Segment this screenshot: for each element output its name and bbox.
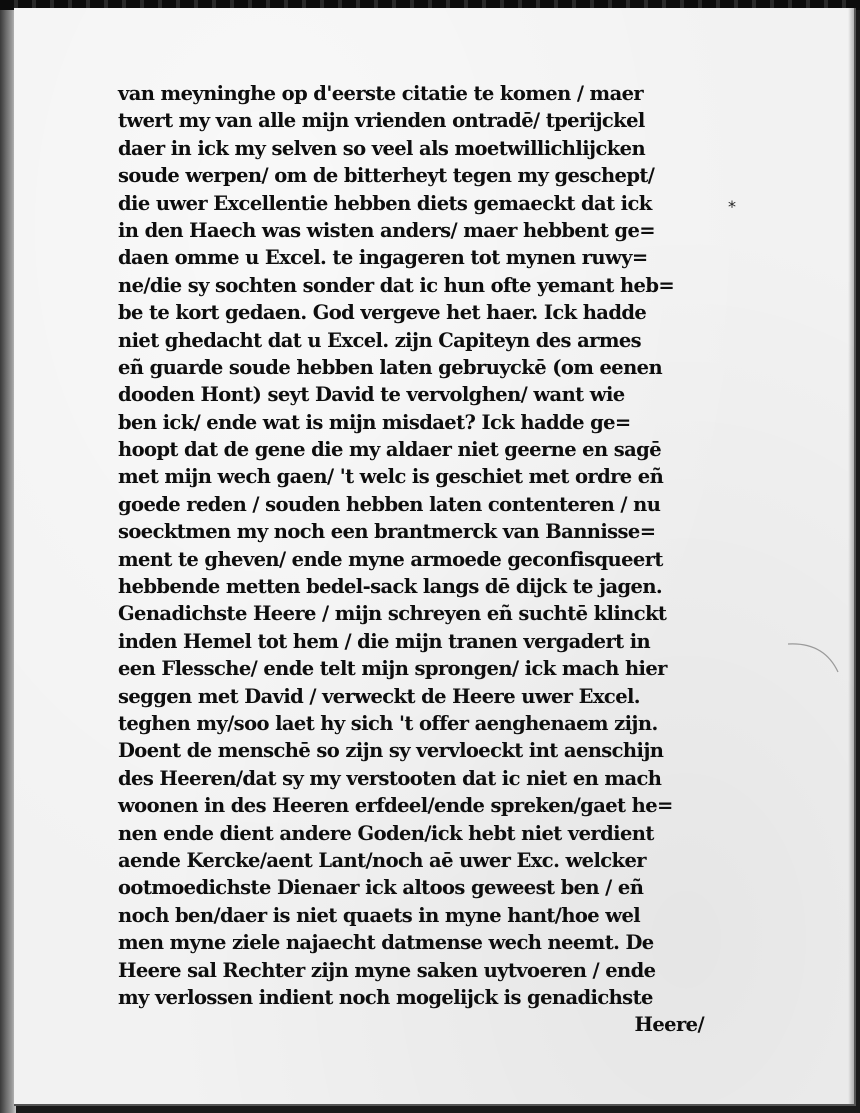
- text-line: dooden Hont) seyt David te vervolghen/ want wie: [118, 383, 625, 407]
- text-line: in den Haech was wisten anders/ maer hebbent ge=: [118, 218, 655, 242]
- text-line: met mijn wech gaen/ 't welc is geschiet met ordre eñ: [118, 465, 664, 489]
- text-line-catchword: Heere/: [634, 1013, 704, 1037]
- text-line: be te kort gedaen. God vergeve het haer. Ick hadde: [118, 301, 647, 325]
- text-line: woonen in des Heeren erfdeel/ende spreken/gaet he=: [118, 794, 673, 818]
- page-edge-shadow: [848, 8, 854, 1104]
- text-line: daen omme u Excel. te ingageren tot mynen ruwy=: [118, 246, 648, 270]
- text-line: die uwer Excellentie hebben diets gemaeckt dat ick: [118, 191, 652, 215]
- text-line: my verlossen indient noch mogelijck is genadichste: [118, 985, 653, 1009]
- text-line: goede reden / souden hebben laten contenteren / nu: [118, 492, 661, 516]
- text-line: ootmoedichste Dienaer ick altoos geweest ben / eñ: [118, 876, 644, 900]
- book-page: [14, 8, 856, 1106]
- text-line: daer in ick my selven so veel als moetwillichlijcken: [118, 136, 646, 160]
- text-line: Doent de menschē so zijn sy vervloeckt int aenschijn: [118, 739, 664, 763]
- text-line: ben ick/ ende wat is mijn misdaet? Ick hadde ge=: [118, 410, 631, 434]
- text-line: nen ende dient andere Goden/ick hebt niet verdient: [118, 821, 654, 845]
- pencil-mark: [784, 638, 844, 678]
- text-line: ment te gheven/ ende myne armoede geconfisqueert: [118, 547, 663, 571]
- text-line: ne/die sy sochten sonder dat ic hun ofte yemant heb=: [118, 273, 675, 297]
- text-line: aende Kercke/aent Lant/noch aē uwer Exc. welcker: [118, 848, 646, 872]
- text-line: Genadichste Heere / mijn schreyen eñ suchtē klinckt: [118, 602, 667, 626]
- margin-mark: *: [728, 197, 736, 216]
- text-line: een Flessche/ ende telt mijn sprongen/ ick mach hier: [118, 657, 667, 681]
- text-line: men myne ziele najaecht datmense wech neemt. De: [118, 931, 654, 955]
- text-line: inden Hemel tot hem / die mijn tranen vergadert in: [118, 629, 651, 653]
- blackletter-text-block: [118, 80, 718, 1039]
- text-line: des Heeren/dat sy my verstooten dat ic niet en mach: [118, 766, 662, 790]
- text-line: hoopt dat de gene die my aldaer niet geerne en sagē: [118, 438, 662, 462]
- text-line: twert my van alle mijn vrienden ontradē/ tperijckel: [118, 109, 645, 133]
- text-line: hebbende metten bedel-sack langs dē dijck te jagen.: [118, 575, 663, 599]
- text-line: van meyninghe op d'eerste citatie te komen / maer: [118, 82, 644, 105]
- text-line: soecktmen my noch een brantmerck van Bannisse=: [118, 520, 656, 544]
- text-line: teghen my/soo laet hy sich 't offer aenghenaem zijn.: [118, 711, 658, 735]
- text-line: noch ben/daer is niet quaets in myne hant/hoe wel: [118, 903, 641, 927]
- text-line: seggen met David / verweckt de Heere uwer Excel.: [118, 684, 640, 708]
- text-line: niet ghedacht dat u Excel. zijn Capiteyn des armes: [118, 328, 642, 352]
- text-line: eñ guarde soude hebben laten gebruyckē (om eenen: [118, 355, 663, 379]
- text-line: Heere sal Rechter zijn myne saken uytvoeren / ende: [118, 958, 656, 982]
- text-line: soude werpen/ om de bitterheyt tegen my geschept/: [118, 164, 655, 188]
